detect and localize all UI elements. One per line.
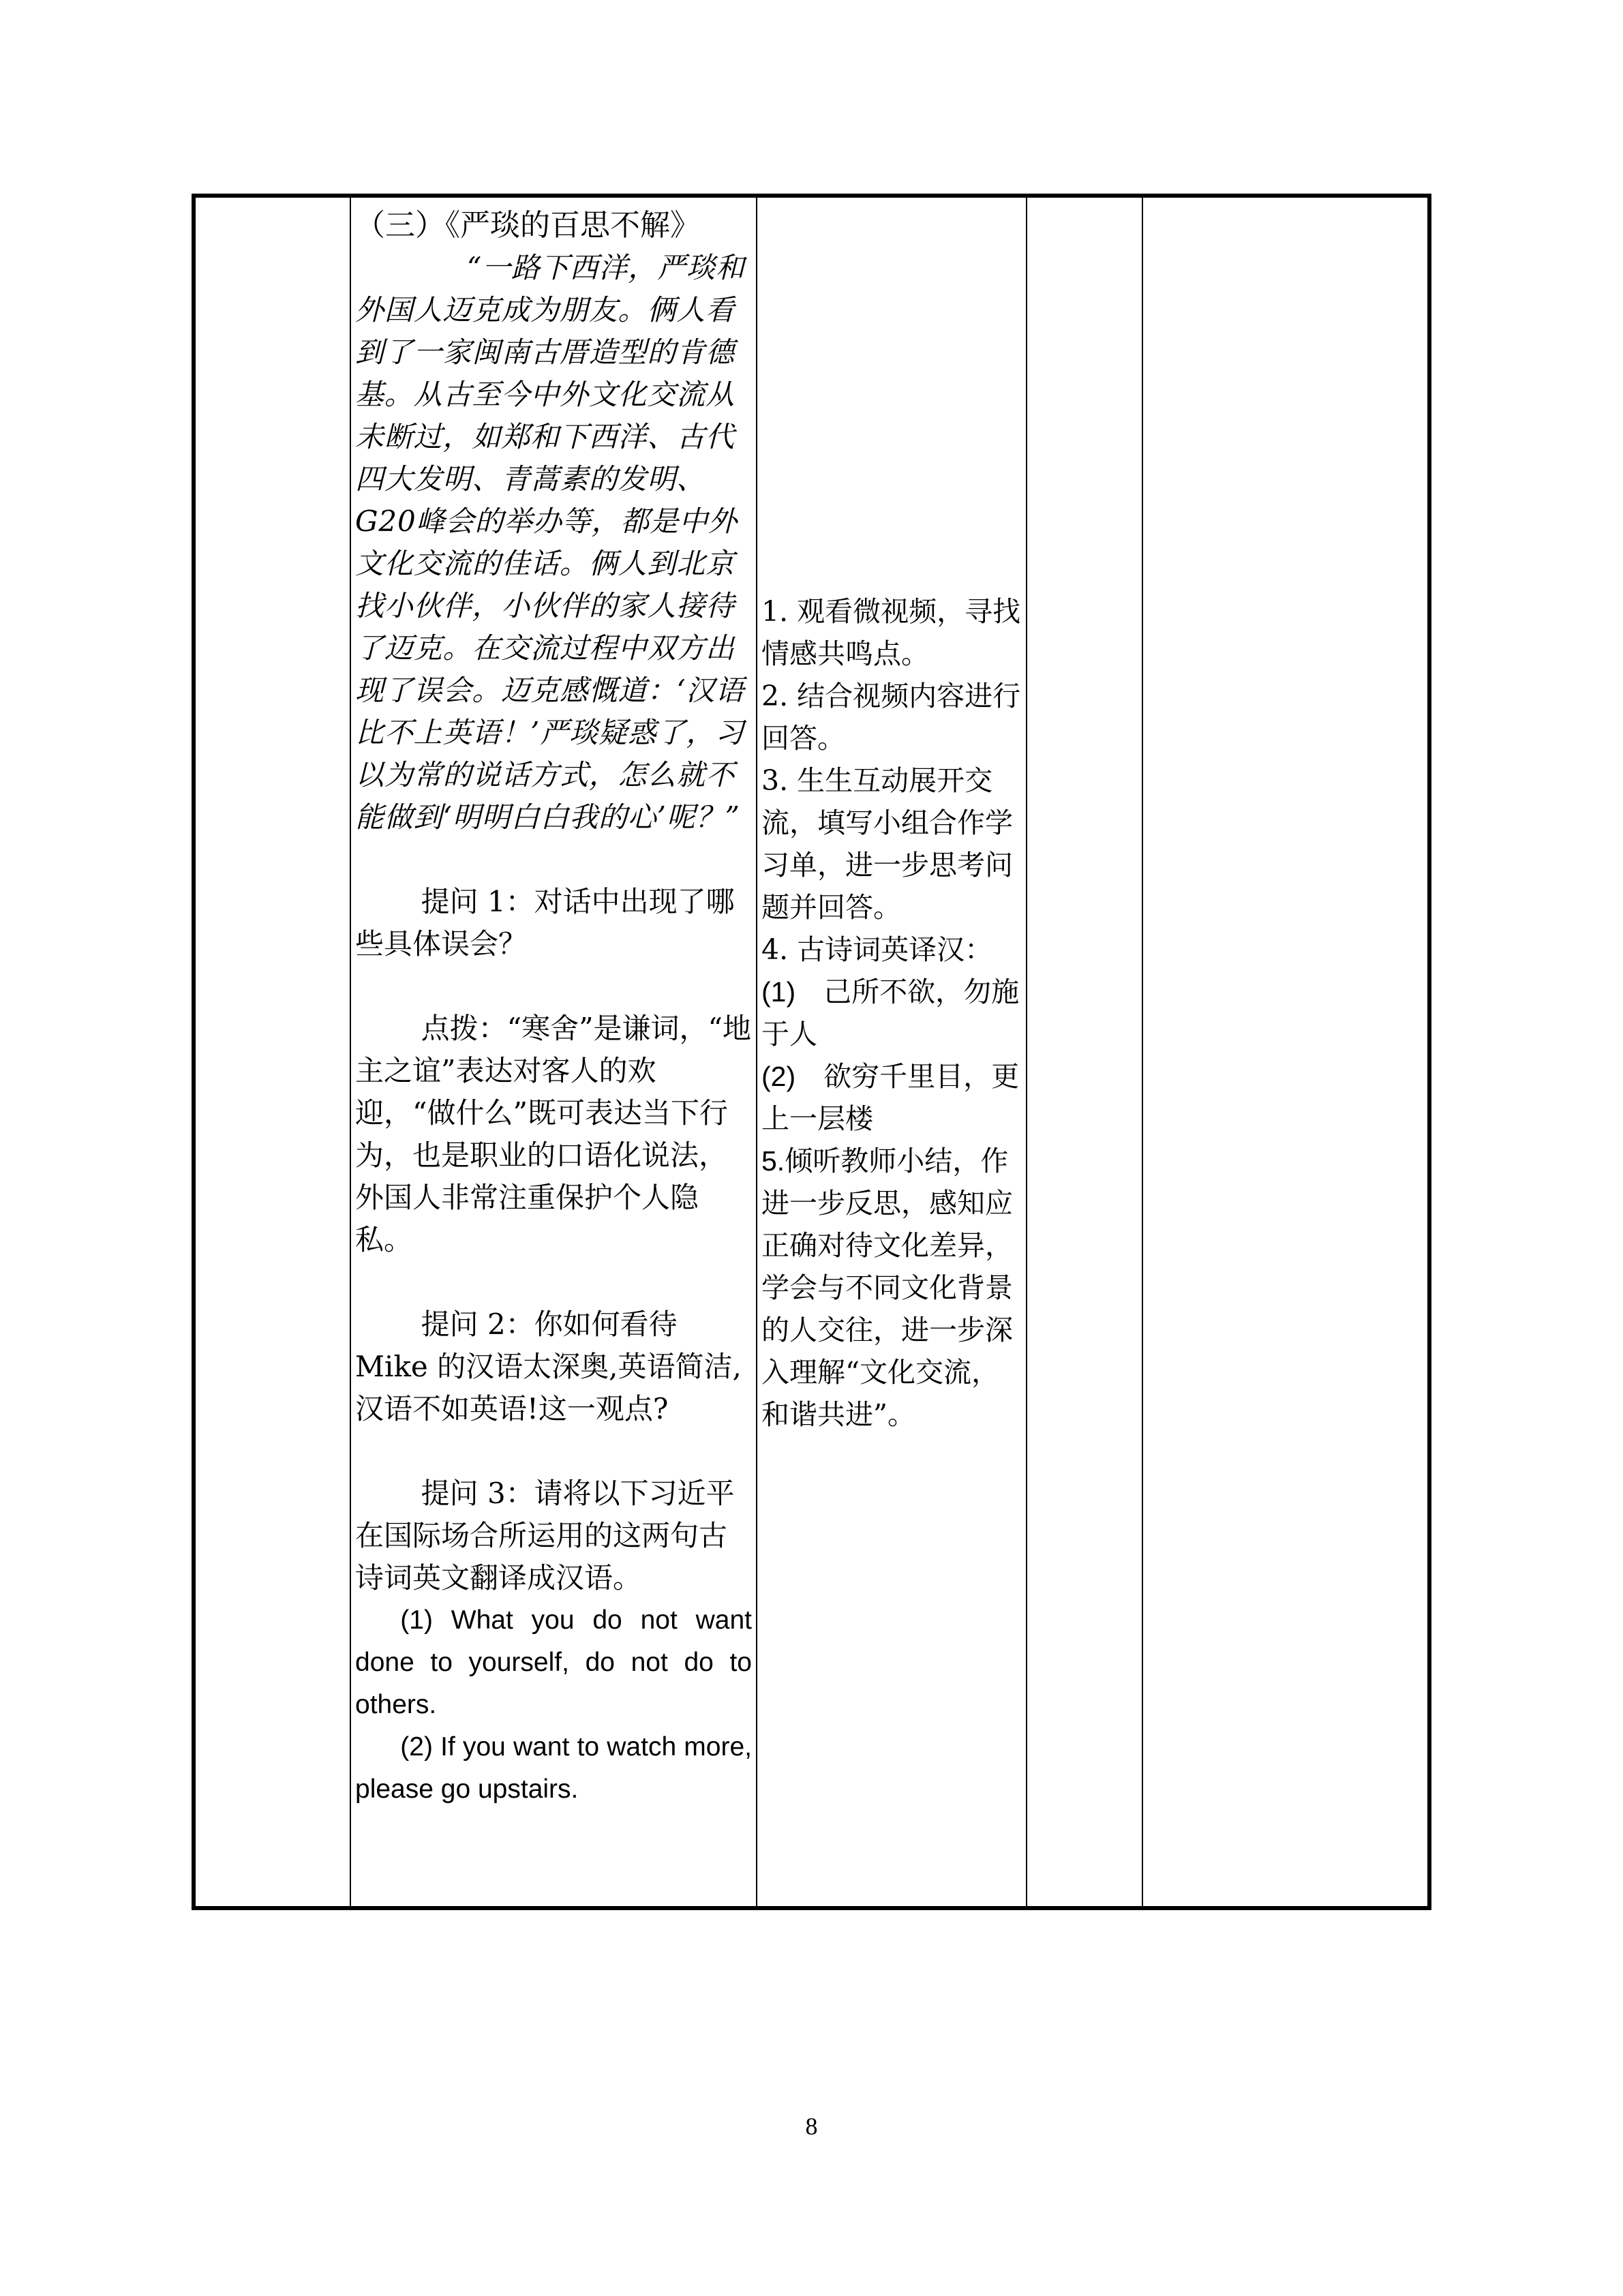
question-2: 提问 2：你如何看待 Mike 的汉语太深奥,英语简洁,汉语不如英语!这一观点? <box>355 1308 742 1425</box>
table-cell-column-4 <box>1027 198 1143 1906</box>
table-cell-student-activity <box>757 198 1027 1906</box>
table-cell-stage <box>196 198 351 1906</box>
story-paragraph: “一路下西洋，严琰和外国人迈克成为朋友。俩人看到了一家闽南古厝造型的肯德基。从古至今中外文化交流从未断过，如郑和下西洋、古代四大发明、青蒿素的发明、G20峰会的举办等，都是中外文化交流的佳话。俩人到北京找小伙伴，小伙伴的家人接待了迈克。在交流过程中双方出现了误会。迈克感慨道：‘汉语比不上英语！’严琰疑惑了，习以为常的说话方式，怎么就不能做到‘明明白白我的心’呢？” <box>355 251 745 834</box>
question-3: 提问 3：请将以下习近平在国际场合所运用的这两句古诗词英文翻译成汉语。 <box>355 1477 735 1595</box>
table-cell-column-5 <box>1143 198 1427 1906</box>
activity-1: 1. 观看微视频，寻找情感共鸣点。 <box>761 595 1021 670</box>
hint-paragraph: 点拨：“寒舍”是谦词，“地主之谊”表达对客人的欢迎，“做什么”既可表达当下行为，也是职业的口语化说法，外国人非常注重保护个人隐私。 <box>355 1012 752 1256</box>
lesson-plan-table <box>192 194 1431 1910</box>
section-title: （三）《严琰的百思不解》 <box>355 208 700 243</box>
activity-2: 2. 结合视频内容进行回答。 <box>761 680 1021 755</box>
activity-3: 3. 生生互动展开交流，填写小组合作学习单，进一步思考问题并回答。 <box>761 764 1013 924</box>
activity-4-item-1: (1) 己所不欲，勿施于人 <box>761 976 1020 1051</box>
table-cell-teacher-activity <box>351 198 757 1906</box>
activity-4-item-2: (2) 欲穷千里目，更上一层楼 <box>761 1060 1020 1135</box>
question-1: 提问 1：对话中出现了哪些具体误会？ <box>355 885 735 961</box>
english-sentence-2: (2) If you want to watch more, please go upstairs. <box>355 1732 752 1804</box>
english-sentence-1: (1) What you do not want done to yourself, do not do to others. <box>355 1605 752 1719</box>
page-number: 8 <box>805 2113 818 2140</box>
activity-5: 5.倾听教师小结，作进一步反思，感知应正确对待文化差异，学会与不同文化背景的人交往，进一步深入理解“文化交流，和谐共进”。 <box>761 1145 1013 1431</box>
activity-4: 4. 古诗词英译汉： <box>761 933 993 966</box>
